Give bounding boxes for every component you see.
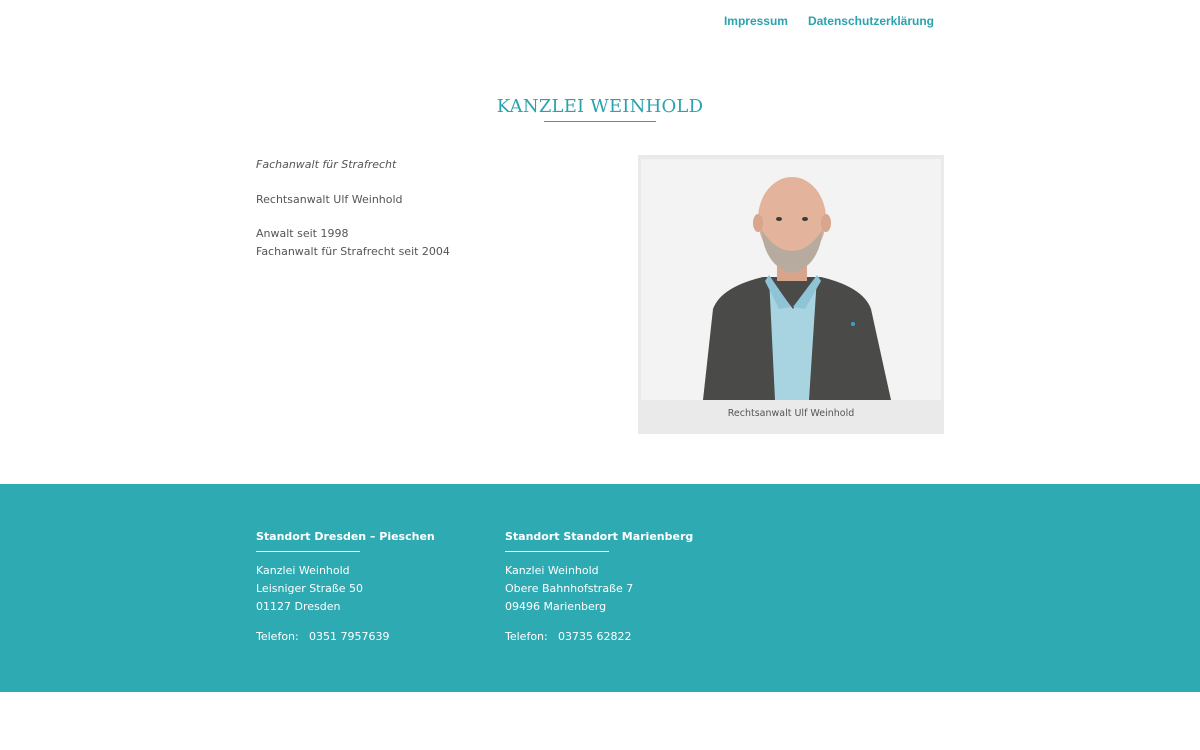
portrait-caption: Rechtsanwalt Ulf Weinhold [727, 408, 855, 419]
top-navigation [724, 14, 934, 28]
nav-link-impressum[interactable]: Impressum [723, 14, 788, 28]
title-section [0, 96, 1200, 122]
phone-number[interactable]: 03735 62822 [558, 630, 632, 643]
location-city: 09496 Marienberg [505, 600, 607, 613]
portrait-illustration [641, 159, 941, 400]
location-firm: Kanzlei Weinhold [505, 564, 599, 577]
location-marienberg [505, 528, 735, 646]
location-phone-row [256, 628, 486, 646]
location-heading-underline [505, 551, 609, 552]
location-street: Leisniger Straße 50 [256, 582, 364, 595]
location-city: 01127 Dresden [256, 600, 341, 613]
intro-since-lawyer: Anwalt seit 1998 [256, 227, 349, 240]
location-phone-row [505, 628, 735, 646]
location-heading: Standort Dresden – Pieschen [256, 530, 435, 543]
location-firm: Kanzlei Weinhold [256, 564, 350, 577]
location-heading-underline [256, 551, 360, 552]
portrait-card [638, 155, 944, 434]
footer [0, 484, 1200, 692]
intro-since-specialist: Fachanwalt für Strafrecht seit 2004 [256, 245, 450, 258]
portrait-photo [641, 159, 941, 400]
phone-label: Telefon: [505, 630, 548, 643]
intro-name: Rechtsanwalt Ulf Weinhold [256, 193, 403, 206]
title-underline [544, 121, 656, 122]
location-heading: Standort Standort Marienberg [505, 530, 694, 543]
phone-label: Telefon: [256, 630, 299, 643]
intro-text [256, 156, 586, 261]
phone-number[interactable]: 0351 7957639 [309, 630, 390, 643]
page-title: KANZLEI WEINHOLD [496, 96, 704, 117]
intro-subtitle: Fachanwalt für Strafrecht [256, 158, 397, 171]
nav-link-datenschutz[interactable]: Datenschutzerklärung [807, 14, 934, 28]
location-street: Obere Bahnhofstraße 7 [505, 582, 634, 595]
location-dresden [256, 528, 486, 646]
